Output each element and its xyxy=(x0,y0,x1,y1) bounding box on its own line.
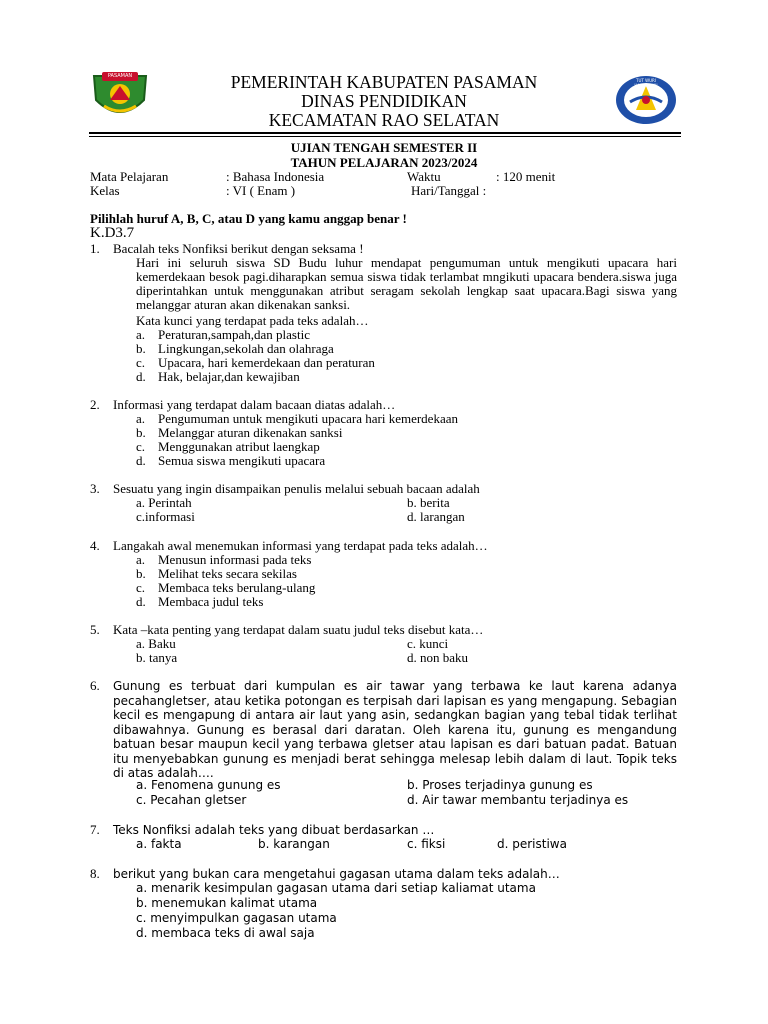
q4-number: 4. xyxy=(90,538,100,553)
q2-option-d[interactable]: d. Semua siswa mengikuti upacara xyxy=(136,453,326,468)
q7-option-d[interactable]: d. peristiwa xyxy=(497,837,567,851)
q2-options xyxy=(136,412,458,468)
subject-label: Mata Pelajaran xyxy=(90,169,169,184)
q5-option-d[interactable]: d. non baku xyxy=(407,650,469,665)
q3-option-b[interactable]: b. berita xyxy=(407,495,450,510)
q4-option-c[interactable]: c. Membaca teks berulang-ulang xyxy=(136,580,316,595)
header-rule-thin xyxy=(89,136,681,137)
q8-number: 8. xyxy=(90,866,100,881)
header-district: KECAMATAN RAO SELATAN xyxy=(268,110,500,130)
q1-text: Bacalah teks Nonfiksi berikut dengan seksama ! xyxy=(113,241,364,256)
q4-option-a[interactable]: a. Menusun informasi pada teks xyxy=(136,552,312,567)
q6-option-b[interactable]: b. Proses terjadinya gunung es xyxy=(407,778,593,792)
q4-option-d[interactable]: d. Membaca judul teks xyxy=(136,594,264,609)
q5-number: 5. xyxy=(90,622,100,637)
q7-option-c[interactable]: c. fiksi xyxy=(407,837,446,851)
q6-option-d[interactable]: d. Air tawar membantu terjadinya es xyxy=(407,793,629,807)
competency-code: K.D3.7 xyxy=(90,225,135,241)
q8-option-d[interactable]: d. membaca teks di awal saja xyxy=(136,926,315,940)
q1-number: 1. xyxy=(90,241,100,256)
q6-text: Gunung es terbuat dari kumpulan es air tawar yang terbawa ke laut karena adanya pecahangletser, atau ketika potongan es terpisah dari lapisan es yang mengapung. Sebagian kecil es mengapung di antara air laut yang asin, sedangkan bagian yang tebal tidak terlihat dibawahnya. Gunung es berasal dari daratan. Oleh karena itu, gunung es mengandung batuan besar maupun kecil yang terbawa gletser atau lapisan es dari batuan padat. Batuan itu menyebabkan gunung es menjadi berat sehingga melesap lebih dalam di laut. Topik teks di atas adalah…. xyxy=(113,679,677,780)
date-label: Hari/Tanggal : xyxy=(411,183,487,198)
class-label: Kelas xyxy=(90,183,120,198)
q2-text: Informasi yang terdapat dalam bacaan diatas adalah… xyxy=(113,397,396,412)
q2-option-a[interactable]: a. Pengumuman untuk mengikuti upacara hari kemerdekaan xyxy=(136,411,458,426)
q2-number: 2. xyxy=(90,397,100,412)
q3-number: 3. xyxy=(90,481,100,496)
q5-option-b[interactable]: b. tanya xyxy=(136,650,178,665)
exam-title: UJIAN TENGAH SEMESTER II xyxy=(290,140,478,155)
q2-option-b[interactable]: b. Melanggar aturan dikenakan sanksi xyxy=(136,425,343,440)
q3-option-c[interactable]: c.informasi xyxy=(136,509,195,524)
header-rule-thick xyxy=(89,132,681,134)
q1-options xyxy=(136,328,375,384)
q1-question: Kata kunci yang terdapat pada teks adalah… xyxy=(136,313,369,328)
q1-option-c[interactable]: c. Upacara, hari kemerdekaan dan peraturan xyxy=(136,355,375,370)
q4-option-b[interactable]: b. Melihat teks secara sekilas xyxy=(136,566,297,581)
q7-option-a[interactable]: a. fakta xyxy=(136,837,182,851)
q1-option-b[interactable]: b. Lingkungan,sekolah dan olahraga xyxy=(136,341,334,356)
q1-option-d[interactable]: d. Hak, belajar,dan kewajiban xyxy=(136,369,300,384)
q3-option-d[interactable]: d. larangan xyxy=(407,509,465,524)
time-value: : 120 menit xyxy=(496,169,556,184)
q5-option-a[interactable]: a. Baku xyxy=(136,636,176,651)
time-label: Waktu xyxy=(407,169,441,184)
header-office: DINAS PENDIDIKAN xyxy=(301,91,467,111)
q8-text: berikut yang bukan cara mengetahui gagasan utama dalam teks adalah… xyxy=(113,867,560,881)
q4-text: Langakah awal menemukan informasi yang terdapat pada teks adalah… xyxy=(113,538,488,553)
q6-option-c[interactable]: c. Pecahan gletser xyxy=(136,793,247,807)
q2-option-c[interactable]: c. Menggunakan atribut laengkap xyxy=(136,439,320,454)
q7-number: 7. xyxy=(90,822,100,837)
q1-option-a[interactable]: a. Peraturan,sampah,dan plastic xyxy=(136,327,310,342)
q7-option-b[interactable]: b. karangan xyxy=(258,837,330,851)
q8-options xyxy=(136,881,536,941)
exam-year: TAHUN PELAJARAN 2023/2024 xyxy=(290,155,478,170)
q8-option-c[interactable]: c. menyimpulkan gagasan utama xyxy=(136,911,337,925)
subject-value: : Bahasa Indonesia xyxy=(226,169,325,184)
q5-option-c[interactable]: c. kunci xyxy=(407,636,449,651)
q7-text: Teks Nonfiksi adalah teks yang dibuat berdasarkan … xyxy=(113,823,435,837)
q3-option-a[interactable]: a. Perintah xyxy=(136,495,192,510)
header-government: PEMERINTAH KABUPATEN PASAMAN xyxy=(230,72,538,92)
pasaman-logo-text: PASAMAN xyxy=(107,73,133,79)
q6-option-a[interactable]: a. Fenomena gunung es xyxy=(136,778,281,792)
q3-text: Sesuatu yang ingin disampaikan penulis melalui sebuah bacaan adalah xyxy=(113,481,480,496)
class-value: : VI ( Enam ) xyxy=(226,183,296,198)
q5-text: Kata –kata penting yang terdapat dalam suatu judul teks disebut kata… xyxy=(113,622,484,637)
q1-passage: Hari ini seluruh siswa SD Budu luhur mendapat pengumuman untuk mengikuti upacara hari kemerdekaan besok pagi.diharapkan semua siswa tidak terlambat mngikuti upacara bendera.siswa juga diperintahkan untuk menggunakan atribut seragam sekolah lengkap saat upacara.Bagi siswa yang melanggar aturan akan dikenakan sanksi. xyxy=(136,255,677,312)
q8-option-a[interactable]: a. menarik kesimpulan gagasan utama dari setiap kaliamat utama xyxy=(136,881,536,895)
q4-options xyxy=(136,553,315,609)
tut-wuri-logo-text: TUT WURI HANDAYANI xyxy=(634,78,658,88)
q6-number: 6. xyxy=(90,678,100,693)
q8-option-b[interactable]: b. menemukan kalimat utama xyxy=(136,896,318,910)
instruction: Pilihlah huruf A, B, C, atau D yang kamu anggap benar ! xyxy=(90,211,407,226)
